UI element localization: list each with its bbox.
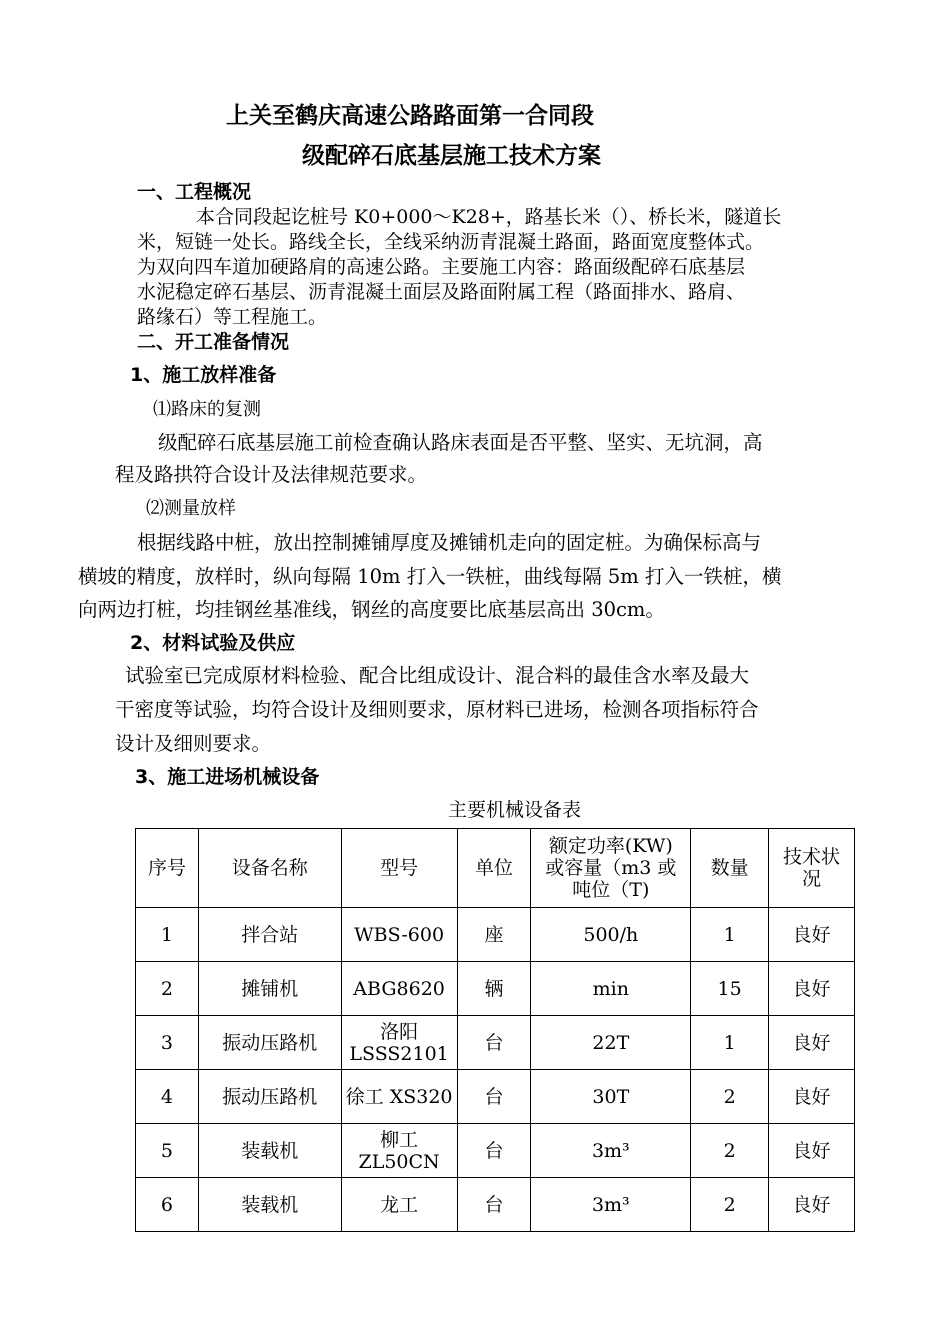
cell-no: 5 xyxy=(136,1124,199,1178)
overview-line-4: 水泥稳定碎石基层、沥青混凝土面层及路面附属工程（路面排水、路肩、 xyxy=(137,281,746,303)
item-label-subgrade-recheck: ⑴路床的复测 xyxy=(153,399,261,420)
cell-unit: 座 xyxy=(457,908,531,962)
cell-name: 摊铺机 xyxy=(198,962,341,1016)
overview-line-5: 路缘石）等工程施工。 xyxy=(137,306,328,328)
cell-status: 良好 xyxy=(769,1124,855,1178)
cell-status: 良好 xyxy=(769,1178,855,1232)
cell-model: 洛阳 LSSS2101 xyxy=(341,1016,457,1070)
table-row xyxy=(136,962,855,1016)
cell-power: 22T xyxy=(531,1016,691,1070)
cell-model: WBS-600 xyxy=(341,908,457,962)
cell-no: 1 xyxy=(136,908,199,962)
title-line-1: 上关至鹤庆高速公路路面第一合同段 xyxy=(226,103,594,129)
header-unit: 单位 xyxy=(457,829,531,908)
cell-power: 3m³ xyxy=(531,1178,691,1232)
subgrade-line-1: 级配碎石底基层施工前检查确认路床表面是否平整、坚实、无坑洞，高 xyxy=(158,431,763,454)
cell-unit: 台 xyxy=(457,1070,531,1124)
subsection-heading-machinery: 3、施工进场机械设备 xyxy=(135,766,320,788)
materials-line-2: 干密度等试验，均符合设计及细则要求，原材料已进场，检测各项指标符合 xyxy=(115,698,759,721)
cell-name: 振动压路机 xyxy=(198,1016,341,1070)
overview-line-2: 米，短链一处长。路线全长，全线采纳沥青混凝土路面，路面宽度整体式。 xyxy=(137,231,765,253)
cell-power: 500/h xyxy=(531,908,691,962)
cell-status: 良好 xyxy=(769,1070,855,1124)
table-row xyxy=(136,908,855,962)
header-name: 设备名称 xyxy=(198,829,341,908)
header-qty: 数量 xyxy=(691,829,769,908)
survey-line-3: 向两边打桩，均挂钢丝基准线，钢丝的高度要比底基层高出 30cm。 xyxy=(78,598,665,621)
cell-name: 装载机 xyxy=(198,1178,341,1232)
materials-line-3: 设计及细则要求。 xyxy=(115,732,272,755)
cell-qty: 2 xyxy=(691,1070,769,1124)
cell-power: 3m³ xyxy=(531,1124,691,1178)
subsection-heading-materials: 2、材料试验及供应 xyxy=(130,632,296,654)
table-caption: 主要机械设备表 xyxy=(448,799,582,821)
overview-line-1: 本合同段起讫桩号 K0+000～K28+，路基长米（）、桥长米，隧道长 xyxy=(196,206,782,228)
overview-line-3: 为双向四车道加硬路肩的高速公路。主要施工内容：路面级配碎石底基层 xyxy=(137,256,746,278)
cell-name: 拌合站 xyxy=(198,908,341,962)
cell-power: min xyxy=(531,962,691,1016)
cell-no: 6 xyxy=(136,1178,199,1232)
table-row xyxy=(136,1016,855,1070)
cell-no: 4 xyxy=(136,1070,199,1124)
survey-line-2: 横坡的精度，放样时，纵向每隔 10m 打入一铁桩，曲线每隔 5m 打入一铁桩，横 xyxy=(78,565,782,588)
cell-unit: 台 xyxy=(457,1178,531,1232)
subsection-heading-setout: 1、施工放样准备 xyxy=(130,364,277,386)
section-heading-overview: 一、工程概况 xyxy=(137,181,252,203)
cell-unit: 台 xyxy=(457,1016,531,1070)
cell-unit: 辆 xyxy=(457,962,531,1016)
survey-line-1: 根据线路中桩，放出控制摊铺厚度及摊铺机走向的固定桩。为确保标高与 xyxy=(137,531,762,554)
cell-qty: 15 xyxy=(691,962,769,1016)
section-heading-preparation: 二、开工准备情况 xyxy=(137,331,290,353)
cell-name: 振动压路机 xyxy=(198,1070,341,1124)
cell-qty: 1 xyxy=(691,908,769,962)
header-status: 技术状 况 xyxy=(769,829,855,908)
title-line-2: 级配碎石底基层施工技术方案 xyxy=(302,143,601,169)
cell-model: ABG8620 xyxy=(341,962,457,1016)
header-no: 序号 xyxy=(136,829,199,908)
cell-qty: 1 xyxy=(691,1016,769,1070)
cell-model: 徐工 XS320 xyxy=(341,1070,457,1124)
cell-power: 30T xyxy=(531,1070,691,1124)
cell-status: 良好 xyxy=(769,1016,855,1070)
header-power: 额定功率(KW) 或容量（m3 或 吨位（T) xyxy=(531,829,691,908)
equipment-table xyxy=(135,828,855,1232)
materials-line-1: 试验室已完成原材料检验、配合比组成设计、混合料的最佳含水率及最大 xyxy=(125,664,750,687)
cell-status: 良好 xyxy=(769,962,855,1016)
cell-qty: 2 xyxy=(691,1124,769,1178)
cell-unit: 台 xyxy=(457,1124,531,1178)
subgrade-line-2: 程及路拱符合设计及法律规范要求。 xyxy=(115,463,428,486)
cell-model: 柳工 ZL50CN xyxy=(341,1124,457,1178)
cell-qty: 2 xyxy=(691,1178,769,1232)
item-label-survey-setout: ⑵测量放样 xyxy=(146,498,236,519)
table-row xyxy=(136,1070,855,1124)
cell-name: 装载机 xyxy=(198,1124,341,1178)
cell-no: 3 xyxy=(136,1016,199,1070)
header-model: 型号 xyxy=(341,829,457,908)
table-row xyxy=(136,1178,855,1232)
cell-model: 龙工 xyxy=(341,1178,457,1232)
table-row xyxy=(136,1124,855,1178)
cell-status: 良好 xyxy=(769,908,855,962)
cell-no: 2 xyxy=(136,962,199,1016)
table-header-row xyxy=(136,829,855,908)
